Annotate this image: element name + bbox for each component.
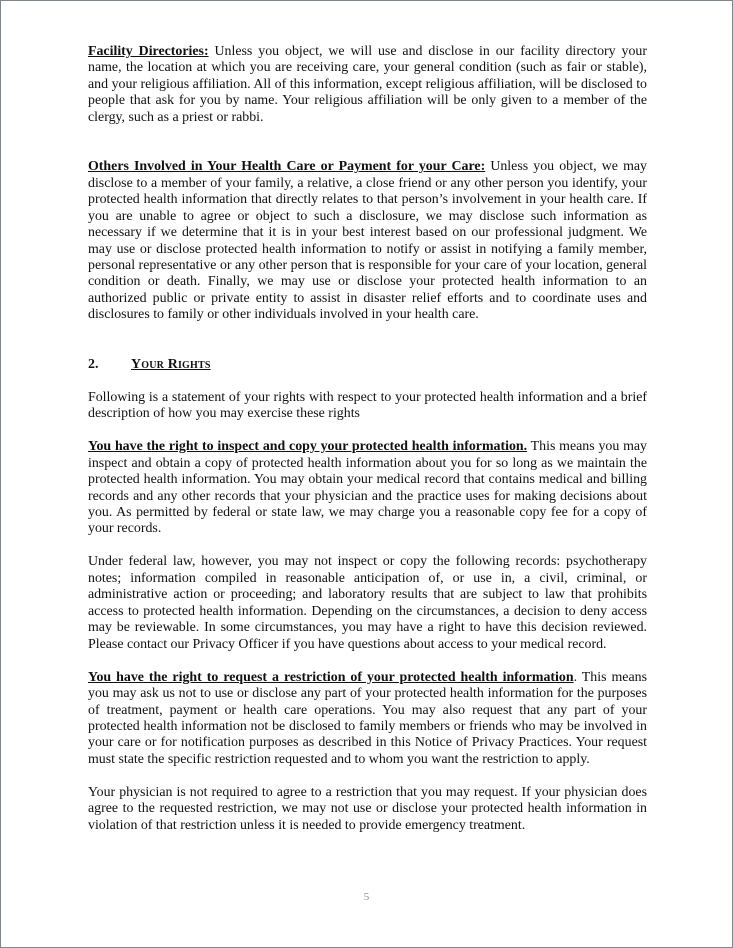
paragraph-facility-directories xyxy=(88,44,647,126)
paragraph-right-to-restriction xyxy=(88,670,647,769)
page-number: 5 xyxy=(363,891,370,903)
paragraph-lead-right-to-inspect: You have the right to inspect and copy your protected health information. xyxy=(88,439,528,455)
section-title: Your Rights xyxy=(131,356,211,372)
paragraph-physician-not-required: Your physician is not required to agree to a restriction that you may request. If your physician does agree to the requested restriction, we may not use or disclose your protected health information in violation of that restriction unless it is needed to provide emergency treatment. xyxy=(88,784,647,833)
section-heading-your-rights xyxy=(88,357,647,373)
section-number: 2. xyxy=(88,356,99,372)
paragraph-others-involved xyxy=(88,159,647,324)
paragraph-lead-right-to-restriction: You have the right to request a restriction of your protected health information xyxy=(88,669,574,685)
section-intro: Following is a statement of your rights with respect to your protected health information and a brief description of how you may exercise these rights xyxy=(88,389,647,422)
paragraph-body: Unless you object, we will use and disclose in our facility directory your name, the location at which you are receiving care, your general condition (such as fair or stable), and your religious affiliation. All of this information, except religious affiliation, will be disclosed to people that ask for you by name. Your religious affiliation will be only given to a member of the clergy, such as a priest or rabbi. xyxy=(88,44,647,125)
paragraph-body: Unless you object, we may disclose to a member of your family, a relative, a close friend or any other person you identify, your protected health information that directly relates to that person’s involvement in your health care. If you are unable to agree or object to such a disclosure, we may disclose such information as necessary if we determine that it is in your best interest based on our professional judgment. We may use or disclose protected health information to notify or assist in notifying a family member, personal representative or any other person that is responsible for your care of your location, general condition or death. Finally, we may use or disclose your protected health information to an authorized public or private entity to assist in disaster relief efforts and to coordinate uses and disclosures to family or other individuals involved in your health care. xyxy=(88,159,647,323)
paragraph-lead-others-involved: Others Involved in Your Health Care or Payment for your Care: xyxy=(88,159,486,175)
paragraph-lead-facility-directories: Facility Directories: xyxy=(88,44,209,59)
page-content xyxy=(88,44,647,834)
paragraph-body: This means you may inspect and obtain a copy of protected health information about you for so long as we maintain the protected health information. You may obtain your medical record that contains medical and billing records and any other records that your physician and the practice uses for making decisions about you. As permitted by federal or state law, we may charge you a reasonable copy fee for a copy of your records. xyxy=(88,439,647,537)
paragraph-federal-law: Under federal law, however, you may not inspect or copy the following records: psychotherapy notes; information compiled in reasonable anticipation of, or use in, a civil, criminal, or administrative action or proceeding; and laboratory results that are subject to law that prohibits access to protected health information. Depending on the circumstances, a decision to deny access may be reviewable. In some circumstances, you may have a right to have this decision reviewed. Please contact our Privacy Officer if you have questions about access to your medical record. xyxy=(88,554,647,652)
paragraph-right-to-inspect xyxy=(88,439,647,538)
paragraph-body: . This means you may ask us not to use or disclose any part of your protected health information for the purposes of treatment, payment or health care operations. You may also request that any part of your protected health information not be disclosed to family members or friends who may be involved in your care or for notification purposes as described in this Notice of Privacy Practices. Your request must state the specific restriction requested and to whom you want the restriction to apply. xyxy=(88,669,647,767)
